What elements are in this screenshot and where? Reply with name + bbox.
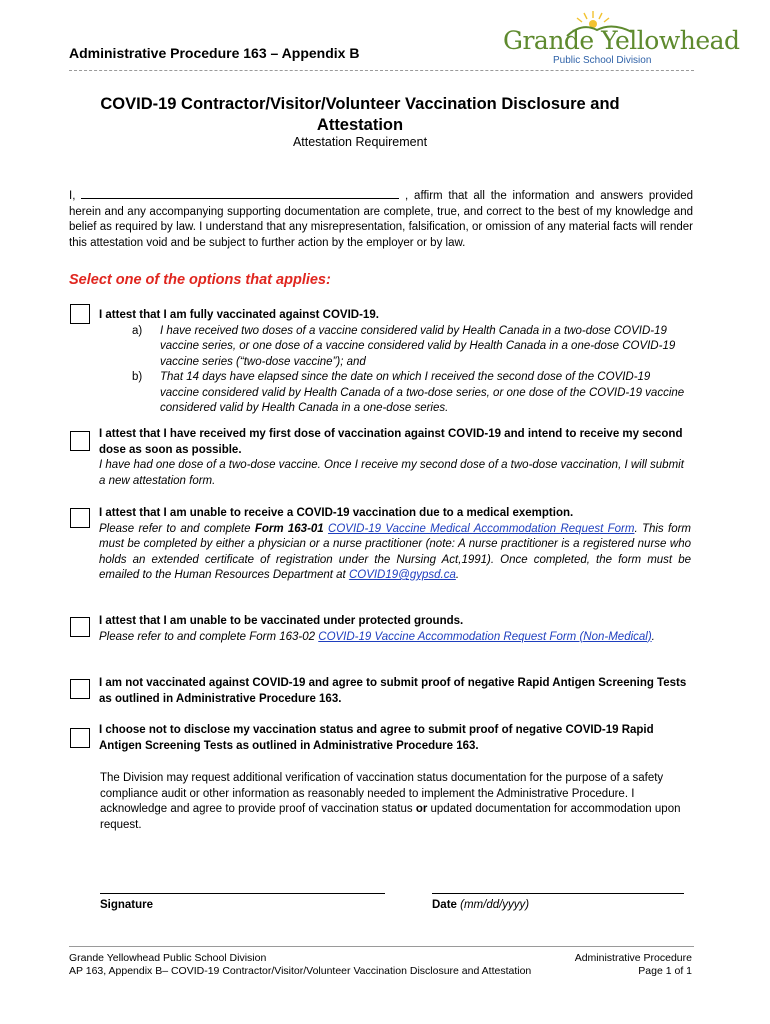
- footer-document-ref: AP 163, Appendix B– COVID-19 Contractor/Visitor/Volunteer Vaccination Disclosure and Attestation: [69, 965, 532, 977]
- school-division-logo: [497, 8, 740, 68]
- hr-email-link[interactable]: COVID19@gypsd.ca: [348, 569, 456, 581]
- option-1-list: [99, 324, 691, 417]
- attestation-statement: [69, 187, 693, 251]
- list-item: b) That 14 days have elapsed since the date on which I received the second dose of the COVID-19 vaccine considered valid by Health Canada of a two-dose series, or one dose of the COVID-19 vaccine considered valid by Health Canada in a one-dose series.: [132, 371, 685, 414]
- option-6: [99, 723, 691, 754]
- medical-accommodation-form-link[interactable]: COVID-19 Vaccine Medical Accommodation Request Form: [328, 522, 635, 535]
- date-line[interactable]: [432, 893, 684, 894]
- header-divider: [69, 70, 694, 71]
- option-2-checkbox[interactable]: [70, 431, 90, 451]
- list-item: a) I have received two doses of a vaccine considered valid by Health Canada in a two-dose COVID-19 vaccine series, or one dose of a vaccine considered valid by Health Canada in a one-dose COVID-19 vaccine series (“two-dose vaccine”); and: [132, 324, 676, 368]
- name-blank-field[interactable]: [81, 187, 399, 199]
- header-title: Administrative Procedure 163 – Appendix B: [69, 45, 360, 61]
- footer-left: [69, 952, 531, 978]
- footer-procedure: Administrative Procedure: [574, 952, 692, 964]
- footer-divider: [69, 946, 694, 947]
- option-1-checkbox[interactable]: [70, 304, 90, 324]
- title-line-2: Attestation: [316, 116, 404, 134]
- intro-text: , affirm that all the information and answers provided herein and any accompanying supporting documentation are complete, true, and correct to the best of my knowledge and belief as required by law. I understand that any misrepresentation, falsification, or omission of any material facts will render this attestation void and be subject to further action by the employer or by law.: [69, 190, 694, 249]
- option-3: [99, 506, 691, 584]
- form-reference: Form 163-01: [254, 522, 324, 535]
- logo-wordmark: Grande Yellowhead: [503, 26, 740, 55]
- logo-subtitle: Public School Division: [553, 55, 652, 66]
- option-1-title: I attest that I am fully vaccinated against COVID-19.: [99, 309, 379, 321]
- accommodation-form-link[interactable]: COVID-19 Vaccine Accommodation Request Form (Non-Medical): [318, 630, 652, 643]
- option-6-checkbox[interactable]: [70, 728, 90, 748]
- signature-line[interactable]: [100, 893, 385, 894]
- date-label: Date (mm/dd/yyyy): [432, 899, 530, 911]
- option-3-description: Please refer to and complete Form 163-01 COVID-19 Vaccine Medical Accommodation Request Form. This form must be completed by either a physician or a nurse practitioner (note: A nurse practitioner is a registered nurse who holds an extended certificate of registration under the Nursing Act,1991). Once completed, the form must be emailed to the Human Resources Department at COVID19@gypsd.ca.: [99, 522, 692, 581]
- document-title: [60, 94, 660, 136]
- option-3-checkbox[interactable]: [70, 508, 90, 528]
- select-options-heading: Select one of the options that applies:: [69, 272, 331, 288]
- option-4-checkbox[interactable]: [70, 617, 90, 637]
- signature-label: Signature: [100, 899, 154, 911]
- option-5-title: I am not vaccinated against COVID-19 and agree to submit proof of negative Rapid Antigen Screening Tests as outlined in Administrative Procedure 163.: [99, 677, 687, 705]
- option-4-title: I attest that I am unable to be vaccinated under protected grounds.: [99, 615, 464, 627]
- document-subtitle: Attestation Requirement: [292, 135, 428, 149]
- option-2-title: I attest that I have received my first dose of vaccination against COVID-19 and intend to receive my second dose as soon as possible.: [99, 428, 683, 456]
- option-6-title: I choose not to disclose my vaccination status and agree to submit proof of negative COVID-19 Rapid Antigen Screening Tests as outlined in Administrative Procedure 163.: [99, 724, 654, 752]
- option-5: [99, 676, 691, 707]
- option-2-description: I have had one dose of a two-dose vaccine. Once I receive my second dose of a two-dose vaccination, I will submit a new attestation form.: [99, 459, 684, 487]
- option-1: [99, 308, 691, 417]
- footer-right: [575, 952, 692, 978]
- footer-organization: Grande Yellowhead Public School Division: [69, 952, 267, 964]
- option-3-title: I attest that I am unable to receive a COVID-19 vaccination due to a medical exemption.: [99, 507, 574, 519]
- option-4: [99, 614, 691, 645]
- intro-prefix: I,: [69, 190, 76, 202]
- option-4-description: Please refer to and complete Form 163-02 COVID-19 Vaccine Accommodation Request Form (Non-Medical).: [99, 630, 655, 643]
- title-line-1: COVID-19 Contractor/Visitor/Volunteer Vaccination Disclosure and: [100, 95, 620, 113]
- footer-page-number: Page 1 of 1: [638, 965, 692, 977]
- option-2: [99, 427, 691, 489]
- option-5-checkbox[interactable]: [70, 679, 90, 699]
- closing-statement: The Division may request additional verification of vaccination status documentation for the purpose of a safety compliance audit or other information as reasonably needed to implement the Administrative Procedure. I acknowledge and agree to provide proof of vaccination status or updated documentation for accommodation upon request.: [100, 772, 681, 831]
